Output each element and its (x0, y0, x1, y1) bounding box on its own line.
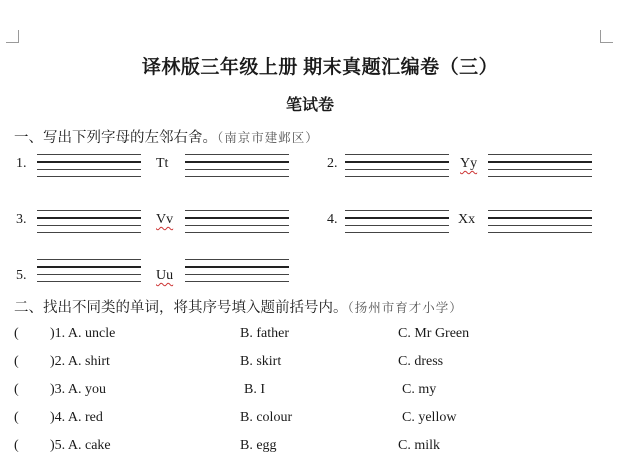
item-4-right-writing-lines[interactable] (488, 210, 592, 239)
option-c: C. dress (398, 354, 444, 369)
item-4-letter: Xx (458, 212, 476, 227)
option-a: )3. A. you (50, 382, 106, 397)
option-b: B. colour (240, 410, 293, 425)
option-c: C. Mr Green (398, 326, 470, 341)
page-corner-mark-left (6, 30, 19, 43)
item-3-number: 3. (16, 212, 27, 227)
item-2-letter: Yy (460, 156, 478, 171)
question-row-5 (0, 438, 640, 458)
option-b: B. I (244, 382, 265, 397)
section-1-heading-text: 一、写出下列字母的左邻右舍。 (14, 130, 217, 146)
answer-bracket[interactable]: ( (14, 382, 19, 397)
page-subtitle: 笔试卷 (285, 97, 334, 114)
section-2-heading-text: 二、找出不同类的单词，将其序号填入题前括号内。 (14, 300, 348, 316)
item-4-number: 4. (327, 212, 338, 227)
item-2-left-writing-lines[interactable] (345, 154, 449, 183)
option-c: C. yellow (402, 410, 457, 425)
item-2-right-writing-lines[interactable] (488, 154, 592, 183)
option-a: )5. A. cake (50, 438, 111, 453)
item-3-letter: Vv (156, 212, 174, 227)
item-1-letter: Tt (156, 156, 169, 171)
option-c: C. my (402, 382, 437, 397)
item-3-left-writing-lines[interactable] (37, 210, 141, 239)
question-row-3 (0, 382, 640, 402)
item-5-right-writing-lines[interactable] (185, 259, 289, 288)
item-5-letter: Uu (156, 268, 174, 283)
section-2-source-note: （扬州市育才小学） (347, 301, 463, 315)
item-1-right-writing-lines[interactable] (185, 154, 289, 183)
answer-bracket[interactable]: ( (14, 438, 19, 453)
item-3-right-writing-lines[interactable] (185, 210, 289, 239)
answer-bracket[interactable]: ( (14, 410, 19, 425)
section-2-heading (14, 296, 463, 317)
option-b: B. father (240, 326, 289, 341)
option-b: B. egg (240, 438, 277, 453)
option-b: B. skirt (240, 354, 282, 369)
item-1-left-writing-lines[interactable] (37, 154, 141, 183)
question-row-2 (0, 354, 640, 374)
answer-bracket[interactable]: ( (14, 354, 19, 369)
section-1-heading (14, 126, 319, 147)
question-row-1 (0, 326, 640, 346)
item-5-number: 5. (16, 268, 27, 283)
option-c: C. milk (398, 438, 441, 453)
answer-bracket[interactable]: ( (14, 326, 19, 341)
item-2-number: 2. (327, 156, 338, 171)
page-title: 译林版三年级上册 期末真题汇编卷（三） (141, 57, 499, 78)
page-corner-mark-right (600, 30, 613, 43)
item-1-number: 1. (16, 156, 27, 171)
item-5-left-writing-lines[interactable] (37, 259, 141, 288)
option-a: )2. A. shirt (50, 354, 110, 369)
option-a: )1. A. uncle (50, 326, 116, 341)
item-4-left-writing-lines[interactable] (345, 210, 449, 239)
section-1-source-note: （南京市建邺区） (217, 131, 319, 145)
question-row-4 (0, 410, 640, 430)
option-a: )4. A. red (50, 410, 103, 425)
